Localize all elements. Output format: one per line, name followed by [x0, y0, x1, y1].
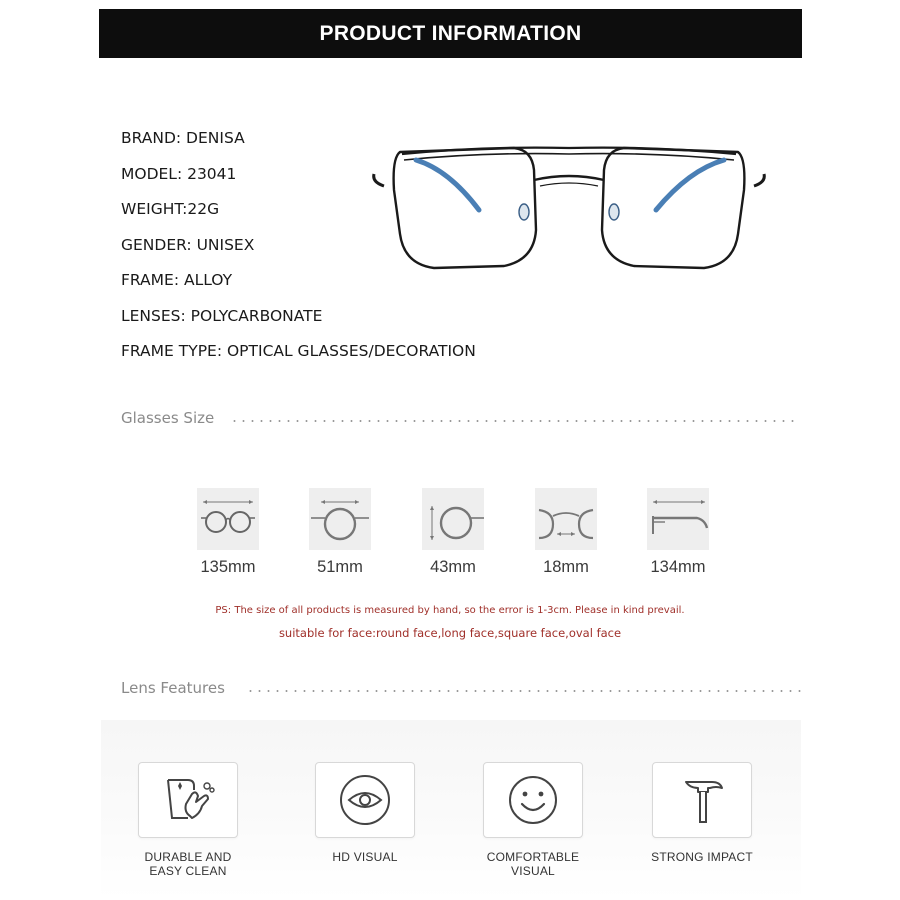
- spec-model: MODEL: 23041: [121, 164, 237, 183]
- spec-lenses: LENSES: POLYCARBONATE: [121, 306, 323, 325]
- size-value-total-width: 135mm: [200, 558, 256, 576]
- spec-brand: BRAND: DENISA: [121, 129, 245, 147]
- feature-label: STRONG IMPACT: [651, 850, 753, 864]
- hammer-icon: [674, 772, 730, 828]
- size-item-bridge-width: [534, 488, 598, 576]
- eye-icon: [337, 772, 393, 828]
- section-divider: [246, 690, 802, 692]
- section-title-lens-features: Lens Features: [121, 679, 225, 697]
- size-item-temple-length: [646, 488, 710, 576]
- feature-icon-box: [315, 762, 415, 838]
- page-title: PRODUCT INFORMATION: [319, 21, 582, 45]
- feature-label: HD VISUAL: [332, 850, 398, 864]
- size-value-temple-length: 134mm: [650, 558, 706, 576]
- smiley-icon: [505, 772, 561, 828]
- feature-icon-box: [652, 762, 752, 838]
- section-divider: [230, 420, 798, 422]
- feature-strong-impact: [652, 762, 752, 864]
- bridge-width-icon: [535, 488, 597, 550]
- header-bar: [99, 9, 802, 58]
- size-value-lens-width: 51mm: [317, 558, 363, 576]
- lens-height-icon: [422, 488, 484, 550]
- size-value-lens-height: 43mm: [430, 558, 476, 576]
- temple-length-icon: [647, 488, 709, 550]
- size-item-total-width: [196, 488, 260, 576]
- size-value-bridge-width: 18mm: [543, 558, 589, 576]
- face-shape-note: suitable for face:round face,long face,square face,oval face: [278, 626, 622, 640]
- size-item-lens-height: [421, 488, 485, 576]
- spec-frame-type: FRAME TYPE: OPTICAL GLASSES/DECORATION: [121, 342, 476, 360]
- feature-durable-easy-clean: [138, 762, 238, 878]
- spec-weight: WEIGHT:22G: [121, 200, 220, 218]
- total-width-icon: [197, 488, 259, 550]
- feature-label: DURABLE AND EASY CLEAN: [144, 850, 232, 878]
- feature-comfortable-visual: [483, 762, 583, 878]
- section-title-glasses-size: Glasses Size: [121, 409, 215, 427]
- feature-icon-box: [138, 762, 238, 838]
- hand-wipe-icon: [158, 772, 218, 828]
- spec-gender: GENDER: UNISEX: [121, 235, 255, 254]
- size-item-lens-width: [308, 488, 372, 576]
- feature-hd-visual: [315, 762, 415, 864]
- glasses-product-image: [364, 130, 774, 290]
- feature-label: COMFORTABLE VISUAL: [486, 850, 580, 878]
- measurement-note: PS: The size of all products is measured by hand, so the error is 1-3cm. Please in kind prevail.: [215, 605, 685, 616]
- spec-frame: FRAME: ALLOY: [121, 271, 233, 289]
- feature-icon-box: [483, 762, 583, 838]
- lens-width-icon: [309, 488, 371, 550]
